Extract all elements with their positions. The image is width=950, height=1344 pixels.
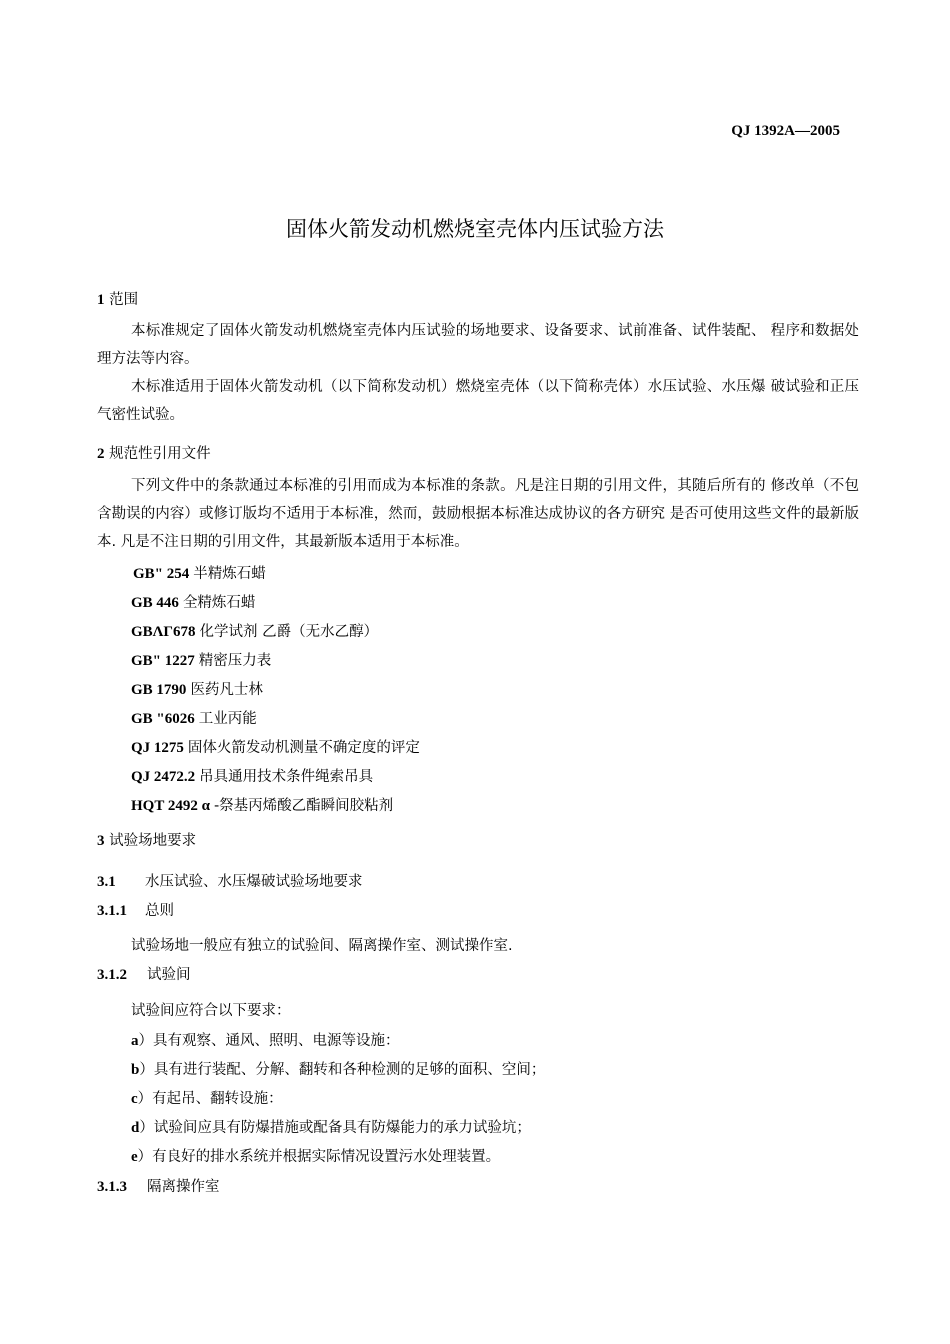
reference-code: GB 1790 [131,682,187,698]
section-2-heading [97,442,859,463]
reference-name: 医药凡士林 [190,682,263,698]
section-title: 试验场地要求 [109,833,197,849]
list-item [131,1145,500,1166]
list-item-text: ）有良好的排水系统并根据实际情况设置污水处理装置。 [137,1149,501,1165]
section-number: 2 [97,446,105,462]
reference-name: 吊具通用技术条件绳索吊具 [199,769,374,785]
reference-item [131,736,420,757]
section-1-heading [97,288,859,309]
subsection-3-1-2-heading [97,963,859,984]
reference-code: GB "6026 [131,711,195,727]
subsection-number: 3.1.2 [97,967,127,983]
reference-item [131,649,271,670]
section-2-paragraph: 下列文件中的条款通过本标准的引用而成为本标准的条款。凡是注日期的引用文件，其随后所有的 修改单（不包含勘误的内容）或修订版均不适用于本标准，然而，鼓励根据本标准达成协议的各方研究 是否可使用这些文件的最新版本. 凡是不注日期的引用文件，其最新版本适用于本标准。 [97,478,859,550]
section-3-heading [97,829,859,850]
subsection-3-1-1-text: 试验场地一般应有独立的试验间、隔离操作室、测试操作室. [131,938,513,954]
reference-name: 固体火箭发动机测量不确定度的评定 [187,740,420,756]
reference-name: 半精炼石蜡 [193,566,266,582]
subsection-number: 3.1 [97,874,116,890]
section-title: 范围 [109,292,139,308]
subsection-number: 3.1.3 [97,1179,127,1195]
list-item-label: e [131,1149,138,1165]
reference-code: GBΛΓ678 [131,624,196,640]
section-title: 规范性引用文件 [109,446,211,462]
subsection-3-1-2-intro: 试验间应符合以下要求： [131,1003,291,1019]
list-item-label: c [131,1091,138,1107]
subsection-3-1-3-heading [97,1175,859,1196]
subsection-3-1-heading [97,870,859,891]
section-number: 1 [97,292,105,308]
reference-name: 全精炼石蜡 [182,595,256,611]
standard-code: QJ 1392A—2005 [731,123,840,139]
list-item-text: ）具有进行装配、分解、翻转和各种检测的足够的面积、空间； [139,1062,546,1078]
reference-code: HQT 2492 α [131,798,210,814]
list-item [131,1087,283,1108]
subsection-title: 试验间 [147,967,191,983]
section-number: 3 [97,833,105,849]
reference-item [133,562,266,583]
list-item-text: ）具有观察、通风、照明、电源等设施： [138,1033,400,1049]
reference-item [131,591,255,612]
section-1-paragraph-1: 本标准规定了固体火箭发动机燃烧室壳体内压试验的场地要求、设备要求、试前准备、试件装配、 程序和数据处理方法等内容。 [97,323,859,367]
reference-code: GB" 1227 [131,653,195,669]
list-item [131,1116,531,1137]
reference-item [131,620,378,641]
reference-code: QJ 2472.2 [131,769,196,785]
list-item-label: d [131,1120,140,1136]
list-item [131,1029,400,1050]
reference-item [131,707,257,728]
reference-item [131,794,393,815]
reference-name: 化学试剂 乙爵（无水乙醇） [199,624,379,640]
list-item-text: ）试验间应具有防爆措施或配备具有防爆能力的承力试验坑； [139,1120,531,1136]
reference-item [131,678,263,699]
reference-code: QJ 1275 [131,740,184,756]
reference-code: GB" 254 [133,566,190,582]
reference-name: 精密压力表 [198,653,272,669]
list-item-label: b [131,1062,140,1078]
list-item-label: a [131,1033,139,1049]
list-item-text: ）有起吊、翻转设施： [137,1091,283,1107]
reference-item [131,765,373,786]
reference-code: GB 446 [131,595,179,611]
subsection-number: 3.1.1 [97,903,127,919]
subsection-title: 总则 [145,903,174,919]
section-1-paragraph-2: 木标准适用于固体火箭发动机（以下简称发动机）燃烧室壳体（以下简称壳体）水压试验、水压爆 破试验和正压气密性试验。 [97,379,859,423]
reference-name: 工业丙能 [198,711,257,727]
reference-name: -祭基丙烯酸乙酯瞬间胶粘剂 [213,798,394,814]
subsection-title: 水压试验、水压爆破试验场地要求 [145,874,363,890]
subsection-title: 隔离操作室 [147,1179,220,1195]
subsection-3-1-1-heading [97,899,859,920]
list-item [131,1058,545,1079]
document-title: 固体火箭发动机燃烧室壳体内压试验方法 [286,217,664,241]
